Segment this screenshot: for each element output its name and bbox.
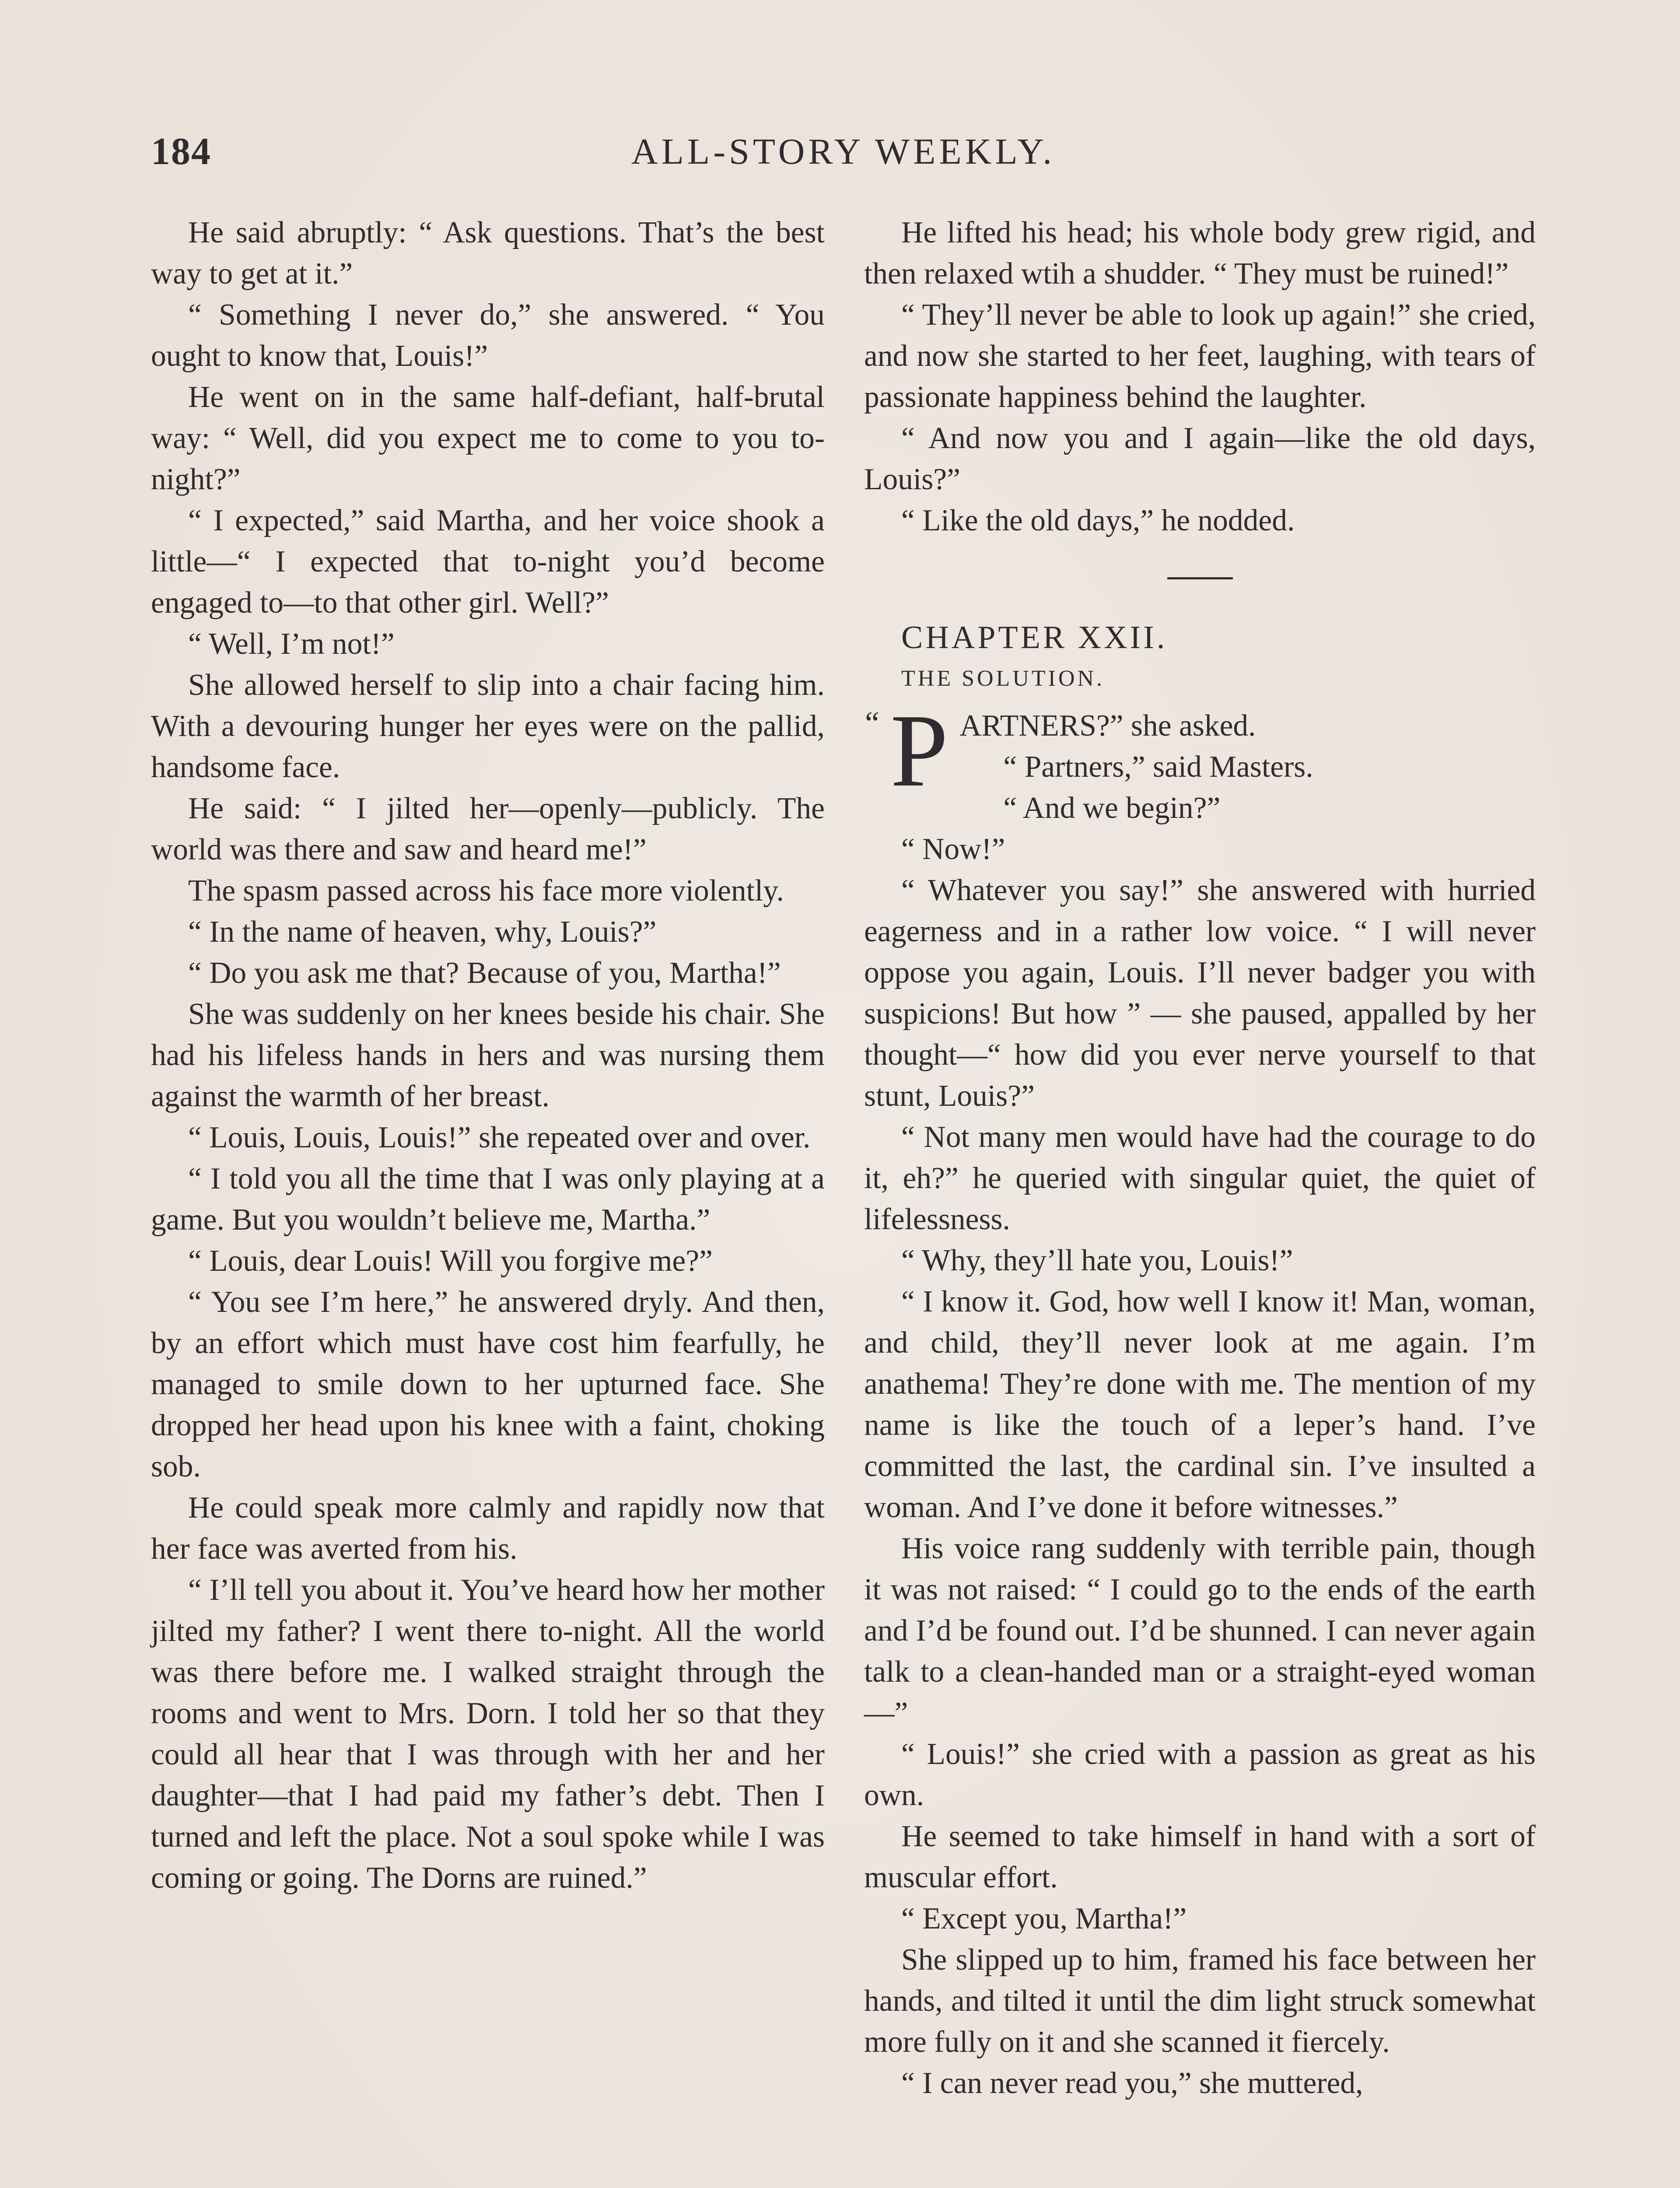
paragraph: “ Except you, Martha!” <box>901 1902 1187 1936</box>
paragraph: The spasm passed across his face more violently. <box>188 874 784 908</box>
paragraph: “ Why, they’ll hate you, Louis!” <box>901 1244 1293 1277</box>
paragraph: “ Louis!” she cried with a passion as great as his own. <box>864 1737 1536 1812</box>
paragraph: “ I can never read you,” she muttered, <box>901 2066 1363 2100</box>
chapter-opening <box>864 693 1536 829</box>
paragraph: “ You see I’m here,” he answered dryly. And then, by an effort which must have cost him fearfully, he managed to smile down to her upturned face. She dropped her head upon his knee with a faint, choking sob. <box>151 1285 825 1483</box>
paragraph: He said abruptly: “ Ask questions. That’s the best way to get at it.” <box>151 216 825 291</box>
running-title: ALL-STORY WEEKLY. <box>631 131 1056 172</box>
chapter-third-line: “ And we begin?” <box>1003 791 1221 825</box>
paragraph: “ And now you and I again—like the old days, Louis?” <box>864 421 1536 496</box>
paragraph: “ I told you all the time that I was only playing at a game. But you wouldn’t believe me, Martha.” <box>151 1162 825 1237</box>
paragraph: His voice rang suddenly with terrible pain, though it was not raised: “ I could go to the ends of the earth and I’d be found out. I’d be shunned. I can never again talk to a clean-handed man or a straight-eyed woman—” <box>864 1532 1536 1730</box>
chapter-first-line: ARTNERS?” she asked. <box>959 709 1256 743</box>
paragraph: “ Well, I’m not!” <box>188 627 395 661</box>
paragraph: “ I’ll tell you about it. You’ve heard how her mother jilted my father? I went there to-night. All the world was there before me. I walked straight through the rooms and went to Mrs. Dorn. I told her so that they could all hear that I was through with her and her daughter—that I had paid my father’s debt. Then I turned and left the place. Not a soul spoke while I was coming or going. The Dorns are ruined.” <box>151 1573 825 1895</box>
paragraph: He said: “ I jilted her—openly—publicly. The world was there and saw and heard me!” <box>151 792 825 866</box>
paragraph: “ Like the old days,” he nodded. <box>901 504 1295 537</box>
paragraph: She was suddenly on her knees beside his chair. She had his lifeless hands in hers and was nursing them against the warmth of her breast. <box>151 997 825 1113</box>
left-column <box>151 212 825 1899</box>
paragraph: “ Now!” <box>901 832 1005 866</box>
paragraph: “ Whatever you say!” she answered with hurried eagerness and in a rather low voice. “ I will never oppose you again, Louis. I’ll never badger you with suspicions! But how ” — she paused, appalled by her thought—“ how did you ever nerve yourself to that stunt, Louis?” <box>864 873 1536 1113</box>
paragraph: “ Louis, dear Louis! Will you forgive me?” <box>188 1244 713 1278</box>
paragraph: He seemed to take himself in hand with a sort of muscular effort. <box>864 1820 1536 1894</box>
paragraph: “ Louis, Louis, Louis!” she repeated over and over. <box>188 1121 811 1154</box>
drop-cap: P <box>890 693 948 808</box>
right-column <box>864 212 1536 2104</box>
chapter-subtitle: THE SOLUTION. <box>901 666 1105 691</box>
paragraph: “ I expected,” said Martha, and her voice shook a little—“ I expected that to-night you’d become engaged to—to that other girl. Well?” <box>151 504 825 620</box>
paragraph: She slipped up to him, framed his face between her hands, and tilted it until the dim light struck somewhat more fully on it and she scanned it fiercely. <box>864 1943 1536 2059</box>
page-number: 184 <box>151 130 211 173</box>
paragraph: “ Something I never do,” she answered. “ You ought to know that, Louis!” <box>151 298 825 373</box>
paragraph: “ Not many men would have had the courage to do it, eh?” he queried with singular quiet, the quiet of lifelessness. <box>864 1120 1536 1236</box>
page-header <box>151 130 1536 186</box>
paragraph: He could speak more calmly and rapidly now that her face was averted from his. <box>151 1491 825 1566</box>
paragraph: “ I know it. God, how well I know it! Man, woman, and child, they’ll never look at me again. I’m anathema! They’re done with me. The mention of my name is like the touch of a leper’s hand. I’ve committed the last, the cardinal sin. I’ve insulted a woman. And I’ve done it before witnesses.” <box>864 1285 1536 1524</box>
paragraph: “ They’ll never be able to look up again!” she cried, and now she started to her feet, laughing, with tears of passionate happiness behind the laughter. <box>864 298 1536 414</box>
paragraph: She allowed herself to slip into a chair facing him. With a devouring hunger her eyes were on the pallid, handsome face. <box>151 668 825 784</box>
chapter-heading: CHAPTER XXII. <box>901 620 1168 656</box>
paragraph: “ Do you ask me that? Because of you, Martha!” <box>188 956 781 990</box>
opening-quote-mark: “ <box>865 705 879 741</box>
paragraph: He lifted his head; his whole body grew rigid, and then relaxed wtih a shudder. “ They must be ruined!” <box>864 216 1536 291</box>
section-divider <box>1167 577 1233 579</box>
paragraph: “ In the name of heaven, why, Louis?” <box>188 915 657 949</box>
chapter-second-line: “ Partners,” said Masters. <box>1003 750 1313 784</box>
paragraph: He went on in the same half-defiant, half-brutal way: “ Well, did you expect me to come to you to-night?” <box>151 380 825 496</box>
